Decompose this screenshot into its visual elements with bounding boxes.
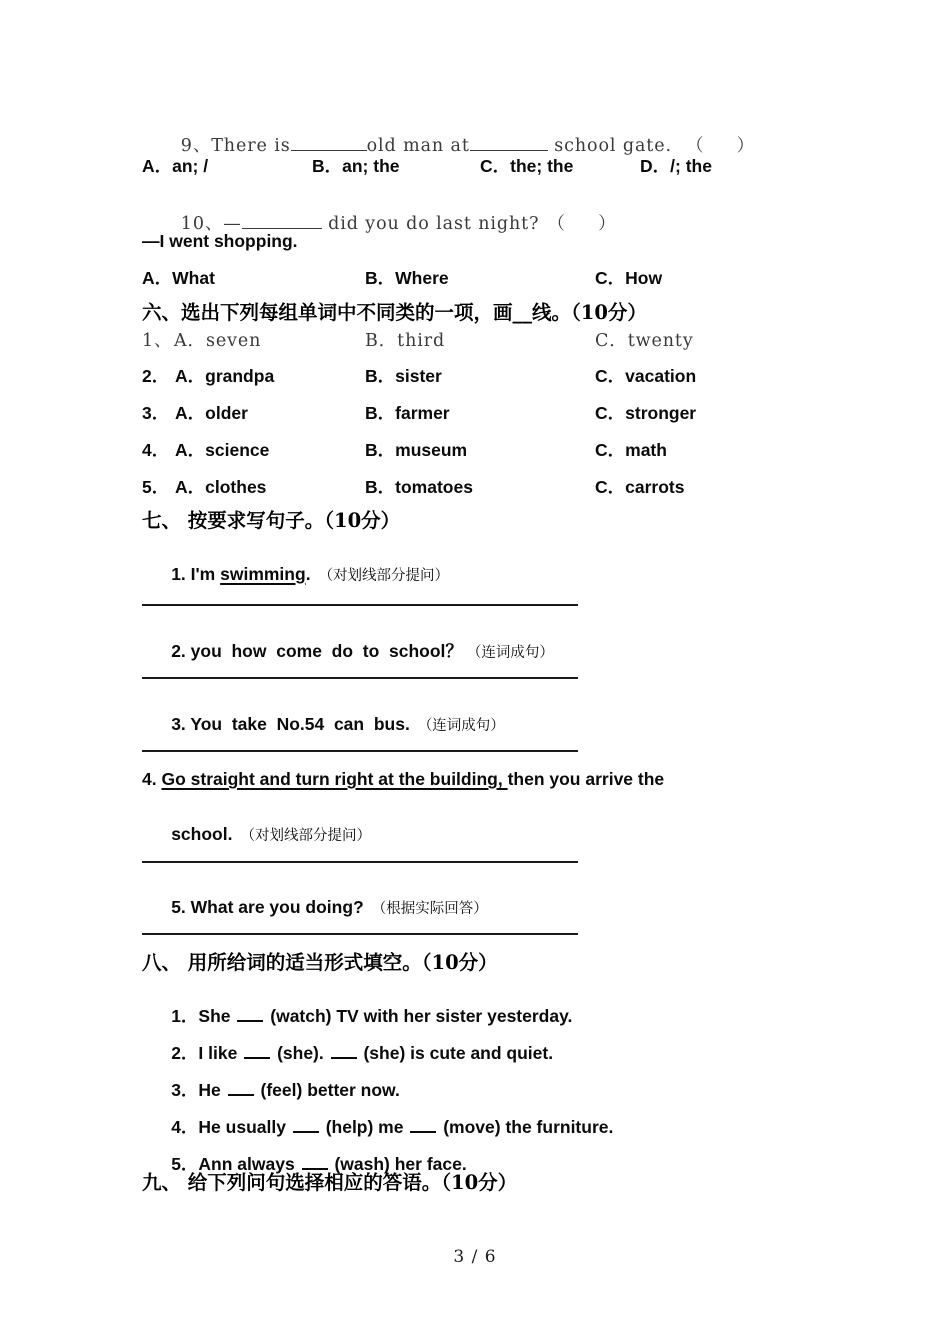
section-eight-item-3-part2: (feel) better now.	[255, 1079, 400, 1100]
question-9-option-b[interactable]: B．an; the	[312, 156, 400, 176]
question-9-option-d[interactable]: D．/; the	[640, 156, 712, 176]
section-six-row-5-option-c[interactable]: C．carrots	[595, 477, 685, 497]
section-seven-item-1-note: （对划线部分提问）	[318, 567, 450, 584]
question-9-blank-1[interactable]	[291, 150, 367, 151]
section-six-row-5-number: 5．	[142, 477, 170, 497]
section-eight-item-2-part2: (she).	[272, 1042, 329, 1063]
section-six-row-4-option-c[interactable]: C．math	[595, 440, 667, 460]
section-six-row-1-number: 1、	[142, 331, 173, 351]
section-seven-item-1-pre: I'm	[185, 563, 221, 584]
section-seven-item-4-number: 4.	[142, 769, 157, 789]
section-eight-item-2-blank-1[interactable]	[244, 1057, 270, 1059]
section-six-heading: 六、选出下列每组单词中不同类的一项，画__线。（10分）	[142, 301, 647, 324]
page-number: 3 / 6	[453, 1247, 497, 1267]
section-seven-item-2-number: 2.	[171, 640, 186, 661]
section-six-row-2-option-a[interactable]: A．grandpa	[175, 366, 275, 386]
section-six-row-4-option-b[interactable]: B．museum	[365, 440, 468, 460]
section-six-row-2-option-c[interactable]: C．vacation	[595, 366, 697, 386]
question-9-option-a[interactable]: A．an; /	[142, 156, 209, 176]
question-10-text-after: did you do last night?	[321, 213, 540, 234]
section-eight-item-4-blank-2[interactable]	[410, 1131, 436, 1133]
section-eight-item-1-blank-1[interactable]	[237, 1020, 263, 1022]
section-eight-item-1-number: 1．	[171, 1005, 199, 1026]
question-9-blank-2[interactable]	[470, 150, 548, 151]
section-six-row-3-option-c[interactable]: C．stronger	[595, 403, 697, 423]
section-eight-item-4-part2: (help) me	[320, 1116, 409, 1137]
question-10-option-c[interactable]: C．How	[595, 268, 663, 288]
section-seven-answer-line-4[interactable]	[142, 861, 578, 863]
section-seven-item-4-line2-text: school.	[171, 823, 233, 844]
section-seven-answer-line-5[interactable]	[142, 933, 578, 935]
section-eight-item-4-part3: (move) the furniture.	[438, 1116, 614, 1137]
question-10-option-a[interactable]: A．What	[142, 268, 215, 288]
question-9-text-after: school gate.	[547, 135, 672, 156]
section-eight-item-2-part1: I like	[198, 1042, 243, 1063]
question-10-option-b[interactable]: B．Where	[365, 268, 449, 288]
section-six-row-3-number: 3．	[142, 403, 170, 423]
section-seven-item-2-note: （连词成句）	[466, 644, 554, 661]
question-9-text-before: There is	[211, 135, 291, 156]
section-eight-item-2-blank-2[interactable]	[331, 1057, 357, 1059]
section-seven-item-1	[142, 548, 449, 601]
section-eight-item-5-part1: Ann always	[198, 1153, 300, 1174]
section-seven-item-3-pre: You take No.54 can bus.	[185, 713, 410, 734]
question-10-answer-bracket[interactable]: （ ）	[547, 213, 617, 234]
section-six-row-5-option-b[interactable]: B．tomatoes	[365, 477, 473, 497]
section-seven-item-2	[142, 625, 554, 678]
section-seven-heading: 七、 按要求写句子。（10分）	[142, 509, 401, 532]
section-seven-item-4	[142, 771, 808, 789]
section-six-row-3-option-a[interactable]: A．older	[175, 403, 248, 423]
section-seven-item-4-post: then you arrive the	[507, 769, 665, 789]
section-seven-answer-line-3[interactable]	[142, 750, 578, 752]
section-eight-item-4-part1: He usually	[198, 1116, 291, 1137]
section-eight-item-3-number: 3．	[171, 1079, 199, 1100]
section-six-row-5-option-a[interactable]: A．clothes	[175, 477, 267, 497]
section-six-row-1-option-b[interactable]: B．third	[365, 331, 446, 351]
section-eight-item-3-part1: He	[198, 1079, 226, 1100]
question-9-option-c[interactable]: C．the; the	[480, 156, 574, 176]
question-9-answer-bracket[interactable]: （ ）	[685, 135, 756, 156]
question-10-blank-1[interactable]	[242, 228, 322, 229]
question-10-given-answer: —I went shopping.	[142, 231, 298, 251]
section-eight-item-5-blank-1[interactable]	[302, 1168, 328, 1170]
section-eight-heading: 八、 用所给词的适当形式填空。（10分）	[142, 951, 498, 974]
section-six-row-1-option-a[interactable]: A．seven	[174, 331, 262, 351]
section-eight-item-1-part2: (watch) TV with her sister yesterday.	[265, 1005, 573, 1026]
section-eight-item-4-number: 4．	[171, 1116, 199, 1137]
section-seven-item-5	[142, 881, 488, 934]
section-eight-item-2-part3: (she) is cute and quiet.	[358, 1042, 554, 1063]
section-seven-item-1-underlined: swimming	[220, 563, 306, 584]
section-eight-item-4-blank-1[interactable]	[293, 1131, 319, 1133]
section-eight-item-5-part2: (wash) her face.	[329, 1153, 467, 1174]
section-eight-item-3-blank-1[interactable]	[228, 1094, 254, 1096]
section-seven-item-3-number: 3.	[171, 713, 186, 734]
section-seven-item-5-pre: What are you doing?	[185, 896, 364, 917]
section-six-row-3-option-b[interactable]: B．farmer	[365, 403, 450, 423]
section-seven-item-2-pre: you how come do to school？	[185, 640, 463, 661]
question-9-number: 9、	[180, 135, 212, 156]
section-seven-answer-line-2[interactable]	[142, 677, 578, 679]
section-six-row-2-option-b[interactable]: B．sister	[365, 366, 442, 386]
section-nine-heading: 九、 给下列问句选择相应的答语。（10分）	[142, 1171, 518, 1194]
section-six-row-1-option-c[interactable]: C．twenty	[595, 331, 694, 351]
section-seven-answer-line-1[interactable]	[142, 604, 578, 606]
section-seven-item-5-note: （根据实际回答）	[371, 900, 488, 917]
section-seven-item-5-number: 5.	[171, 896, 186, 917]
section-six-row-2-number: 2．	[142, 366, 170, 386]
question-9-text-middle: old man at	[366, 135, 470, 156]
section-eight-item-1-part1: She	[198, 1005, 236, 1026]
section-seven-item-3-note: （连词成句）	[417, 717, 505, 734]
section-eight-item-5-number: 5．	[171, 1153, 199, 1174]
question-10-dash: —	[223, 213, 242, 234]
section-seven-item-4-line2	[142, 808, 371, 861]
section-eight-item-2-number: 2．	[171, 1042, 199, 1063]
section-six-row-4-option-a[interactable]: A．science	[175, 440, 270, 460]
section-seven-item-1-number: 1.	[171, 563, 186, 584]
section-seven-item-3	[142, 698, 505, 751]
question-10-number: 10、	[180, 213, 224, 234]
section-seven-item-1-post: .	[305, 563, 311, 584]
section-six-row-4-number: 4．	[142, 440, 170, 460]
section-seven-item-4-note: （对划线部分提问）	[240, 827, 371, 844]
section-seven-item-4-underlined: Go straight and turn right at the building,	[161, 769, 508, 789]
